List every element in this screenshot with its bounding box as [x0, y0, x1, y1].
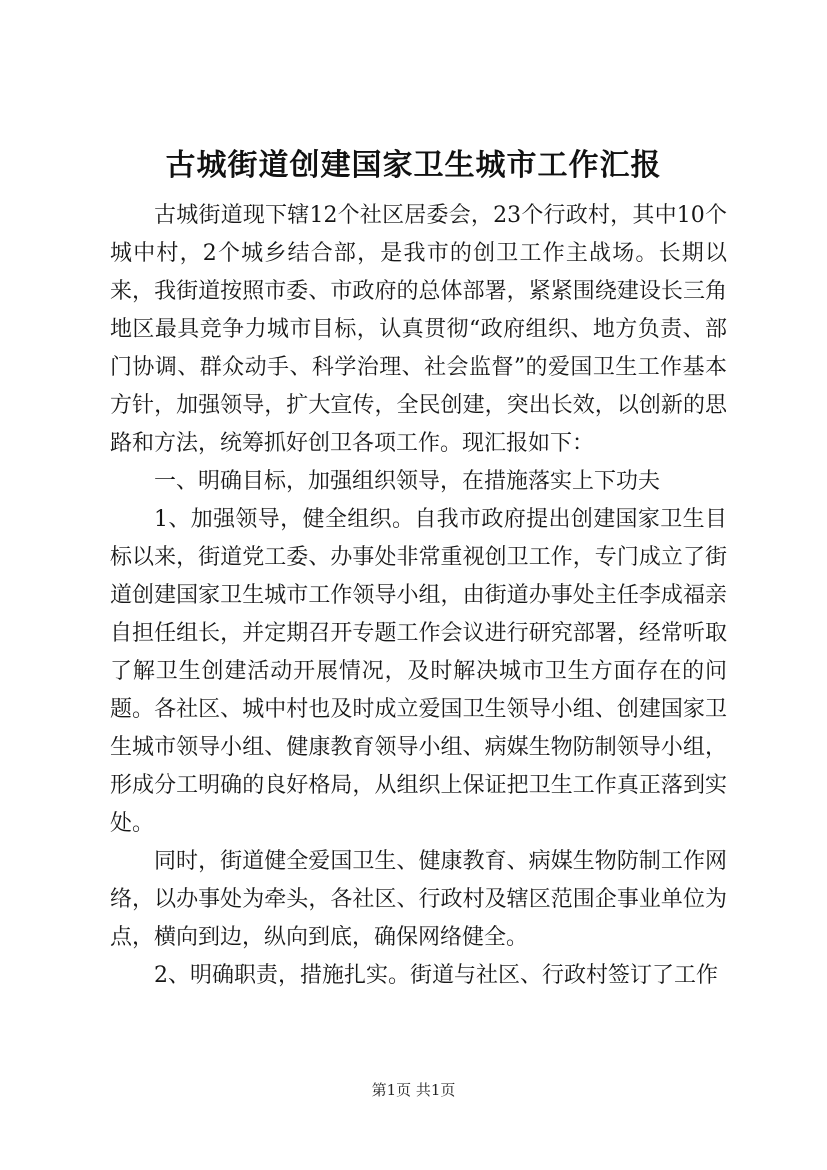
paragraph-item-1: 1、加强领导，健全组织。自我市政府提出创建国家卫生目标以来，街道党工委、办事处非常重视创卫工作，专门成立了街道创建国家卫生城市工作领导小组，由街道办事处主任李成福亲自担任组长，并定期召开专题工作会议进行研究部署，经常听取了解卫生创建活动开展情况，及时解决城市卫生方面存在的问题。各社区、城中村也及时成立爱国卫生领导小组、创建国家卫生城市领导小组、健康教育领导小组、病媒生物防制领导小组，形成分工明确的良好格局，从组织上保证把卫生工作真正落到实处。: [110, 507, 727, 836]
paragraph-intro: 古城街道现下辖12个社区居委会，23个行政村，其中10个城中村，2个城乡结合部，是我市的创卫工作主战场。长期以来，我街道按照市委、市政府的总体部署，紧紧围绕建设长三角地区最具竞争力城市目标，认真贯彻“政府组织、地方负责、部门协调、群众动手、科学治理、社会监督”的爱国卫生工作基本方针，加强领导，扩大宣传，全民创建，突出长效，以创新的思路和方法，统筹抓好创卫各项工作。现汇报如下：: [110, 203, 727, 456]
page-number-footer: 第1页 共1页: [371, 1081, 456, 1099]
section-heading-1: 一、明确目标，加强组织领导，在措施落实上下功夫: [154, 469, 661, 494]
document-title: 古城街道创建国家卫生城市工作汇报: [165, 148, 662, 183]
paragraph-item-2: 2、明确职责，措施扎实。街道与社区、行政村签订了工作: [154, 963, 718, 988]
paragraph-network: 同时，街道健全爱国卫生、健康教育、病媒生物防制工作网络，以办事处为牵头，各社区、行政村及辖区范围企事业单位为点，横向到边，纵向到底，确保网络健全。: [110, 849, 727, 950]
document-body: [110, 197, 727, 995]
